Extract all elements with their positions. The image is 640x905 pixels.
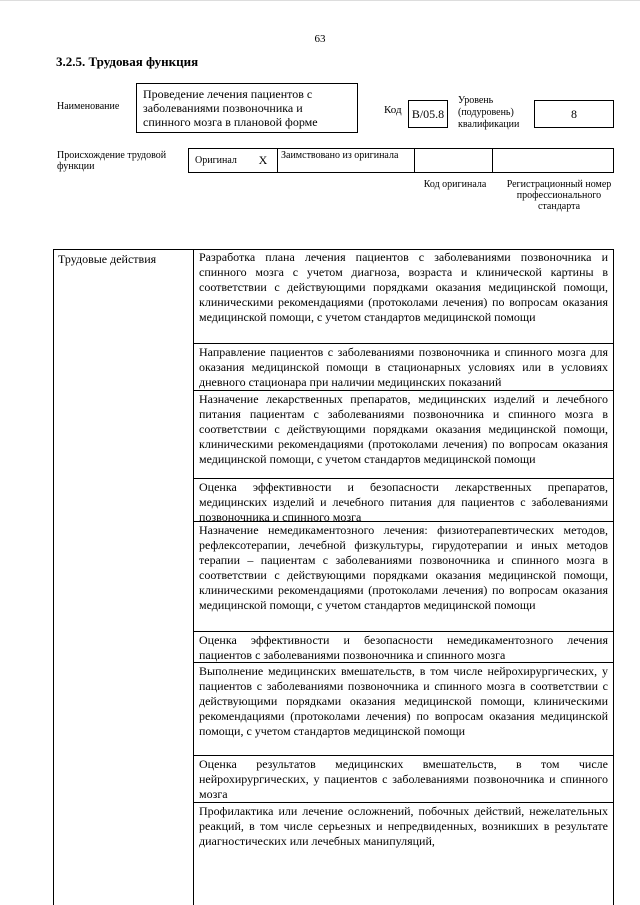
- table-row: Разработка плана лечения пациентов с заболеваниями позвоночника и спинного мозга с учетом диагноза, возраста и клинической картины в соответствии с действующими порядками оказания медицинской помощи, клиническими рекомендациями (протоколами лечения) по вопросам оказания медицинской помощи, с учетом стандартов медицинской помощи: [194, 249, 614, 344]
- labor-actions-heading: Трудовые действия: [58, 252, 157, 266]
- section-title: 3.2.5. Трудовая функция: [56, 54, 199, 69]
- table-row: Профилактика или лечение осложнений, побочных действий, нежелательных реакций, в том числе серьезных и непредвиденных, возникших в результате диагностических или лечебных манипуляций,: [199, 804, 608, 848]
- table-row: Направление пациентов с заболеваниями позвоночника и спинного мозга для оказания медицинской помощи в стационарных условиях или в условиях дневного стационара при наличии медицинских показаний: [194, 344, 614, 391]
- original-code-cell: [414, 149, 492, 172]
- reg-number-cell: [492, 149, 613, 172]
- table-row: Оценка эффективности и безопасности немедикаментозного лечения пациентов с заболеваниями позвоночника и спинного мозга: [194, 632, 614, 663]
- name-label: Наименование: [57, 101, 120, 112]
- labor-actions-list: [194, 249, 614, 893]
- reg-number-caption: Регистрационный номер профессионального стандарта: [506, 179, 612, 212]
- table-row: Оценка эффективности и безопасности лекарственных препаратов, медицинских изделий и лечебного питания для пациентов с заболеваниями позвоночника и спинного мозга: [194, 479, 614, 522]
- code-original-caption: Код оригинала: [423, 179, 487, 190]
- origin-label: Происхождение трудовой функции: [57, 150, 167, 172]
- origin-row: [188, 148, 614, 173]
- table-row: Назначение немедикаментозного лечения: физиотерапевтических методов, рефлексотерапии, лечебной физкультуры, гирудотерапии и иных методов терапии – пациентам с заболеваниями позвоночника и спинного мозга в соответствии с действующими порядками оказания медицинской помощи, клиническими рекомендациями (протоколами лечения) по вопросам оказания медицинской помощи, с учетом стандартов медицинской помощи: [194, 522, 614, 632]
- borrowed-label: Заимствовано из оригинала: [277, 149, 414, 172]
- qualification-level-box: 8: [534, 100, 614, 128]
- function-code-box: B/05.8: [408, 100, 448, 128]
- original-label: Оригинал: [195, 155, 237, 166]
- table-row: Выполнение медицинских вмешательств, в том числе нейрохирургических, у пациентов с заболеваниями позвоночника и спинного мозга в соответствии с действующими порядками оказания медицинской помощи, клиническими рекомендациями (протоколами лечения) по вопросам оказания медицинской помощи, с учетом стандартов медицинской помощи: [194, 663, 614, 756]
- page-number: 63: [314, 33, 326, 45]
- level-label: Уровень (подуровень) квалификации: [458, 95, 520, 130]
- function-name-box: Проведение лечения пациентов с заболеваниями позвоночника и спинного мозга в плановой форме: [136, 83, 358, 133]
- original-mark: X: [258, 153, 268, 167]
- table-row: Оценка результатов медицинских вмешательств, в том числе нейрохирургических, у пациентов с заболеваниями позвоночника и спинного мозга: [194, 756, 614, 803]
- code-label: Код: [384, 104, 402, 116]
- page-top-edge: [0, 0, 640, 1]
- table-row: Назначение лекарственных препаратов, медицинских изделий и лечебного питания пациентам с заболеваниями позвоночника и спинного мозга в соответствии с действующими порядками оказания медицинской помощи, клиническими рекомендациями (протоколами лечения) по вопросам оказания медицинской помощи, с учетом стандартов медицинской помощи: [194, 391, 614, 479]
